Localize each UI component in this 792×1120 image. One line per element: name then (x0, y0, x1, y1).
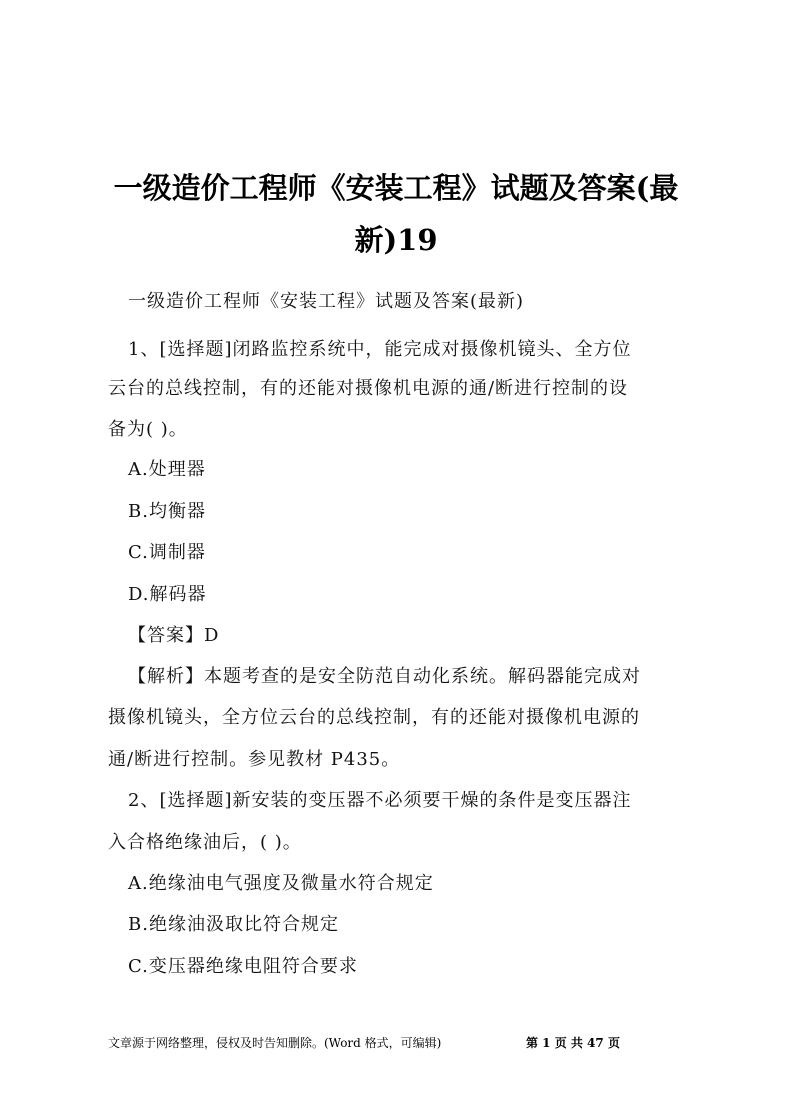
q2-option-a: A.绝缘油电气强度及微量水符合规定 (128, 873, 434, 894)
q1-analysis-line-3: 通/断进行控制。参见教材 P435。 (108, 749, 401, 770)
q2-option-c: C.变压器绝缘电阻符合要求 (128, 956, 358, 977)
q2-stem-line-2: 入合格绝缘油后，( )。 (108, 832, 302, 853)
document-title-line-1: 一级造价工程师《安装工程》试题及答案(最 (113, 171, 679, 205)
q1-option-b: B.均衡器 (128, 501, 206, 522)
q2-stem-line-1: 2、[选择题]新安装的变压器不必须要干燥的条件是变压器注 (128, 790, 632, 811)
q1-option-d: D.解码器 (128, 584, 207, 605)
q1-stem-line-1: 1、[选择题]闭路监控系统中，能完成对摄像机镜头、全方位 (128, 339, 632, 360)
q1-option-c: C.调制器 (128, 542, 206, 563)
q1-analysis-line-1: 【解析】本题考查的是安全防范自动化系统。解码器能完成对 (128, 666, 641, 687)
document-title-line-2: 新)19 (354, 223, 438, 257)
footer-page-indicator: 第 1 页 共 47 页 (526, 1036, 620, 1050)
footer-source-note: 文章源于网络整理，侵权及时告知删除。(Word 格式，可编辑) (108, 1036, 442, 1050)
q1-answer: 【答案】D (128, 625, 220, 646)
q2-option-b: B.绝缘油汲取比符合规定 (128, 914, 339, 935)
q1-stem-line-3: 备为( )。 (108, 419, 188, 440)
q1-analysis-line-2: 摄像机镜头，全方位云台的总线控制，有的还能对摄像机电源的 (108, 707, 640, 728)
q1-stem-line-2: 云台的总线控制，有的还能对摄像机电源的通/断进行控制的设 (108, 378, 629, 399)
intro-line: 一级造价工程师《安装工程》试题及答案(最新) (128, 291, 525, 312)
q1-option-a: A.处理器 (128, 459, 206, 480)
